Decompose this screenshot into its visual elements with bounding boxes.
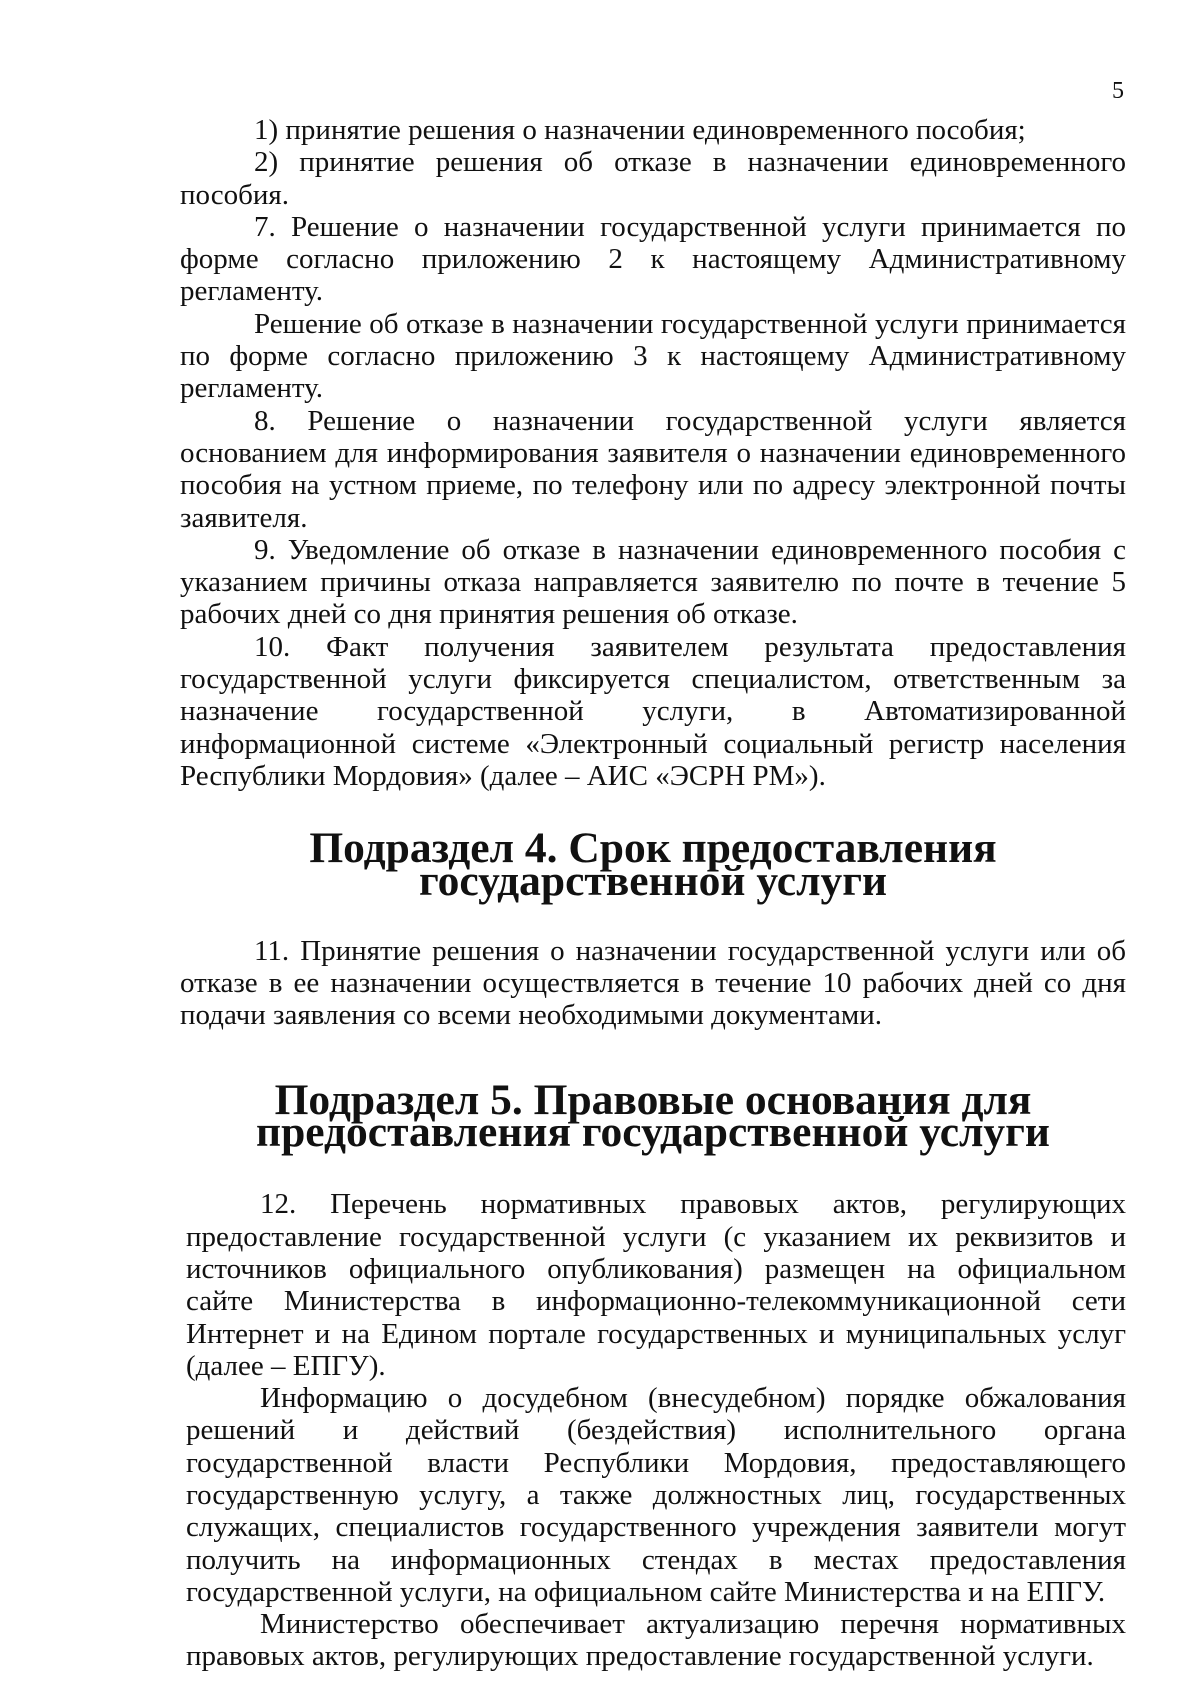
page-number: 5 <box>1112 78 1124 104</box>
paragraph-item-1: 1) принятие решения о назначении единовременного пособия; <box>254 114 1026 146</box>
subsection-4-heading: Подраздел 4. Срок предоставления государственной услуги <box>309 824 997 905</box>
paragraph-12-ministry: Министерство обеспечивает актуализацию перечня нормативных правовых актов, регулирующих предоставление государственной услуги. <box>186 1608 1126 1673</box>
subsection-5-heading: Подраздел 5. Правовые основания для предоставления государственной услуги <box>256 1075 1050 1157</box>
subsection-5-body <box>180 1188 1126 1672</box>
document-body <box>180 114 1126 1673</box>
paragraph-8: 8. Решение о назначении государственной услуги является основанием для информирования заявителя о назначении единовременного пособия на устном приеме, по телефону или по адресу электронной почты заявителя. <box>180 404 1126 534</box>
paragraph-11: 11. Принятие решения о назначении государственной услуги или об отказе в ее назначении осуществляется в течение 10 рабочих дней со дня подачи заявления со всеми необходимыми документами. <box>180 934 1126 1032</box>
paragraph-12-appeal-info: Информацию о досудебном (внесудебном) порядке обжалования решений и действий (бездействия) исполнительного органа государственной власти Республики Мордовия, предоставляющего государственную услугу, а также должностных лиц, государственных служащих, специалистов государственного учреждения заявители могут получить на информационных стендах в местах предоставления государственной услуги, на официальном сайте Министерства и на ЕПГУ. <box>186 1382 1126 1608</box>
paragraph-7-refusal: Решение об отказе в назначении государственной услуги принимается по форме согласно приложению 3 к настоящему Административному регламенту. <box>180 307 1126 405</box>
paragraph-9: 9. Уведомление об отказе в назначении единовременного пособия с указанием причины отказа направляется заявителю по почте в течение 5 рабочих дней со дня принятия решения об отказе. <box>180 533 1126 631</box>
paragraph-item-2: 2) принятие решения об отказе в назначении единовременного пособия. <box>180 146 1126 211</box>
paragraph-10: 10. Факт получения заявителем результата предоставления государственной услуги фиксируется специалистом, ответственным за назначение государственной услуги, в Автоматизированной информационной системе «Электронный социальный регистр населения Республики Мордовия» (далее – АИС «ЭСРН РМ»). <box>180 630 1126 792</box>
paragraph-12: 12. Перечень нормативных правовых актов, регулирующих предоставление государственной услуги (с указанием их реквизитов и источников официального опубликования) размещен на официальном сайте Министерства в информационно-телекоммуникационной сети Интернет и на Едином портале государственных и муниципальных услуг (далее – ЕПГУ). <box>186 1188 1126 1382</box>
paragraph-7: 7. Решение о назначении государственной услуги принимается по форме согласно приложению 2 к настоящему Административному регламенту. <box>180 210 1126 308</box>
